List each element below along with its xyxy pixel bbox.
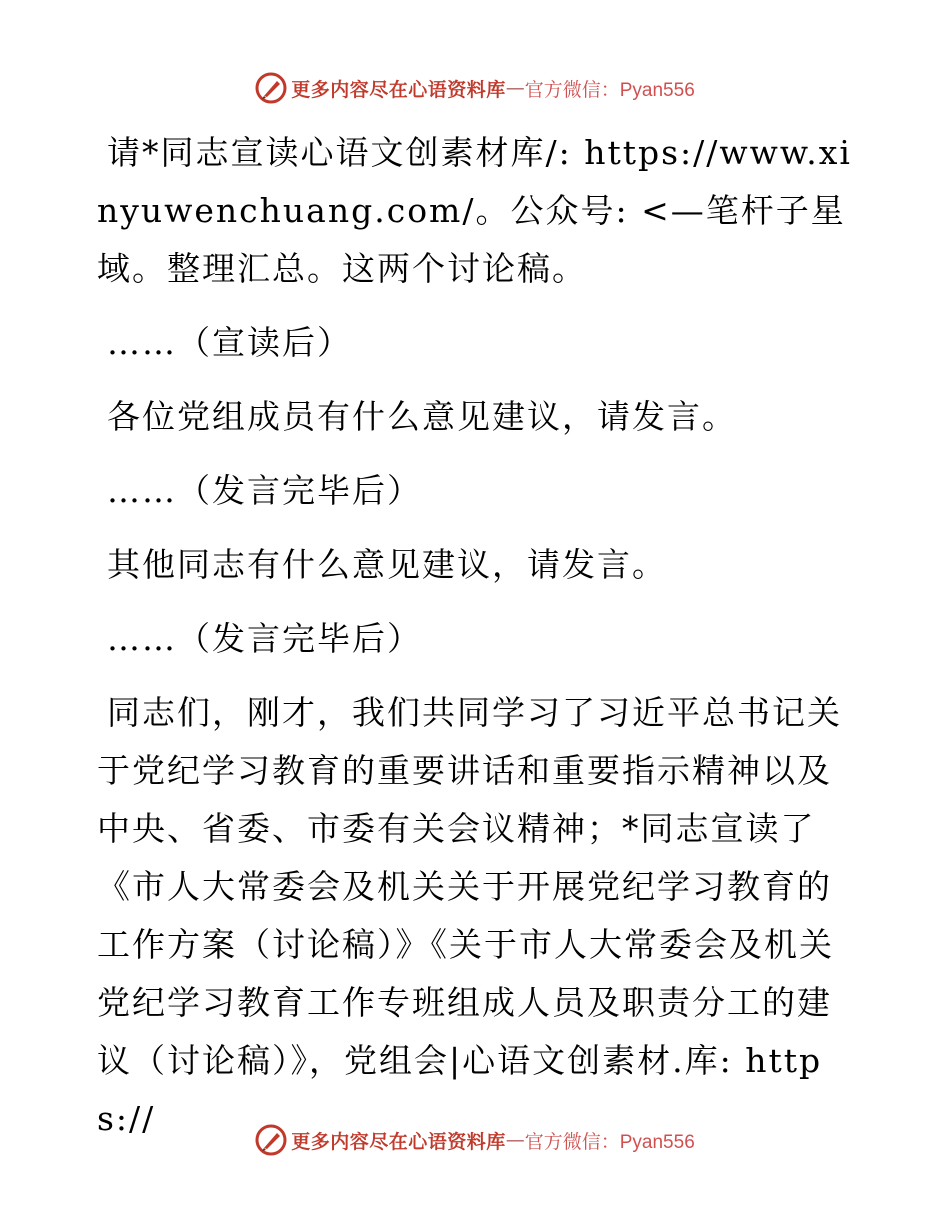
header-banner bbox=[0, 68, 950, 108]
paragraph-7: 同志们，刚才，我们共同学习了习近平总书记关于党纪学习教育的重要讲话和重要指示精神以及中央、省委、市委有关会议精神；*同志宣读了《市人大常委会及机关关于开展党纪学习教育的工作方案（讨论稿）》《关于市人大常委会及机关党纪学习教育工作专班组成人员及职责分工的建议（讨论稿）》，党组会|心语文创素材.库: https:// bbox=[97, 693, 842, 1138]
paragraph-2: ……（宣读后） bbox=[107, 323, 352, 362]
paragraph-3: 各位党组成员有什么意见建议，请发言。 bbox=[107, 397, 737, 436]
paragraph-6: ……（发言完毕后） bbox=[107, 619, 422, 658]
footer-separator: — bbox=[505, 1129, 525, 1151]
document-body bbox=[97, 124, 857, 1164]
header-brand-text: 更多内容尽在心语资料库 bbox=[291, 78, 506, 101]
quill-logo-icon bbox=[255, 1124, 287, 1156]
footer-brand-text: 更多内容尽在心语资料库 bbox=[291, 1130, 506, 1153]
paragraph-4: ……（发言完毕后） bbox=[107, 471, 422, 510]
paragraph-5: 其他同志有什么意见建议，请发言。 bbox=[107, 545, 667, 584]
quill-logo-icon bbox=[255, 72, 287, 104]
footer-contact-text: 官方微信：Pyan556 bbox=[524, 1131, 695, 1153]
footer-banner bbox=[0, 1120, 950, 1160]
header-contact-text: 官方微信：Pyan556 bbox=[524, 79, 695, 101]
paragraph-1: 请*同志宣读心语文创素材库/: https://www.xinyuwenchuang.com/。公众号: <—笔杆子星域。整理汇总。这两个讨论稿。 bbox=[97, 133, 852, 288]
header-separator: — bbox=[505, 77, 525, 99]
